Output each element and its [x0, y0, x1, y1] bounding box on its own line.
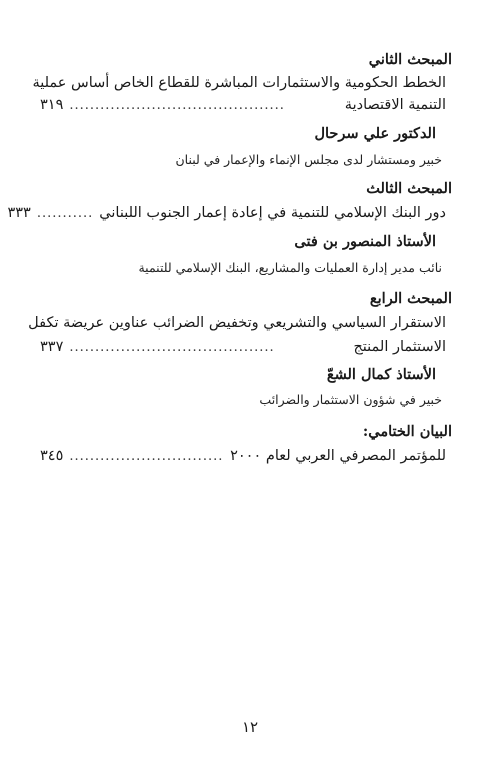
- leader-dots: ..........................................: [69, 98, 285, 113]
- toc-entry[interactable]: [40, 339, 446, 355]
- author-description: نائب مدير إدارة العمليات والمشاريع، البنك الإسلامي للتنمية: [138, 260, 442, 275]
- section-title: المبحث الثالث: [366, 180, 452, 197]
- section-title: المبحث الثاني: [368, 51, 452, 68]
- page-number: ٣٣٣: [7, 205, 31, 221]
- section-title: البيان الختامي:: [362, 423, 452, 440]
- page-number: ٣١٩: [40, 97, 64, 113]
- toc-entry[interactable]: [7, 205, 446, 221]
- toc-entry[interactable]: [40, 97, 446, 113]
- author-description: خبير ومستشار لدى مجلس الإنماء والإعمار في لبنان: [175, 152, 442, 167]
- leader-dots: ..............................: [69, 449, 224, 464]
- author-description: خبير في شؤون الاستثمار والضرائب: [259, 392, 442, 407]
- page-number: ٣٤٥: [40, 448, 64, 464]
- page-footer-number: ١٢: [241, 718, 259, 736]
- entry-title-line: دور البنك الإسلامي للتنمية في إعادة إعمار الجنوب اللبناني: [99, 205, 446, 221]
- entry-title-line: التنمية الاقتصادية: [344, 97, 446, 113]
- entry-title-line: الاستثمار المنتج: [353, 339, 446, 355]
- leader-dots: ........................................: [69, 340, 275, 355]
- page-number: ٣٣٧: [40, 339, 64, 355]
- entry-title-line: الخطط الحكومية والاستثمارات المباشرة للقطاع الخاص أساس عملية: [32, 75, 446, 91]
- entry-title-line: الاستقرار السياسي والتشريعي وتخفيض الضرائب عناوين عريضة تكفل: [28, 315, 446, 331]
- author-name: الأستاذ المنصور بن فتى: [294, 233, 436, 250]
- entry-title-line: للمؤتمر المصرفي العربي لعام ٢٠٠٠: [230, 448, 446, 464]
- toc-page: [7, 0, 452, 757]
- section-title: المبحث الرابع: [369, 290, 452, 307]
- toc-entry[interactable]: [40, 448, 446, 464]
- leader-dots: ...........: [36, 206, 94, 221]
- author-name: الدكتور علي سرحال: [314, 125, 436, 142]
- author-name: الأستاذ كمال الشعّ: [326, 366, 436, 383]
